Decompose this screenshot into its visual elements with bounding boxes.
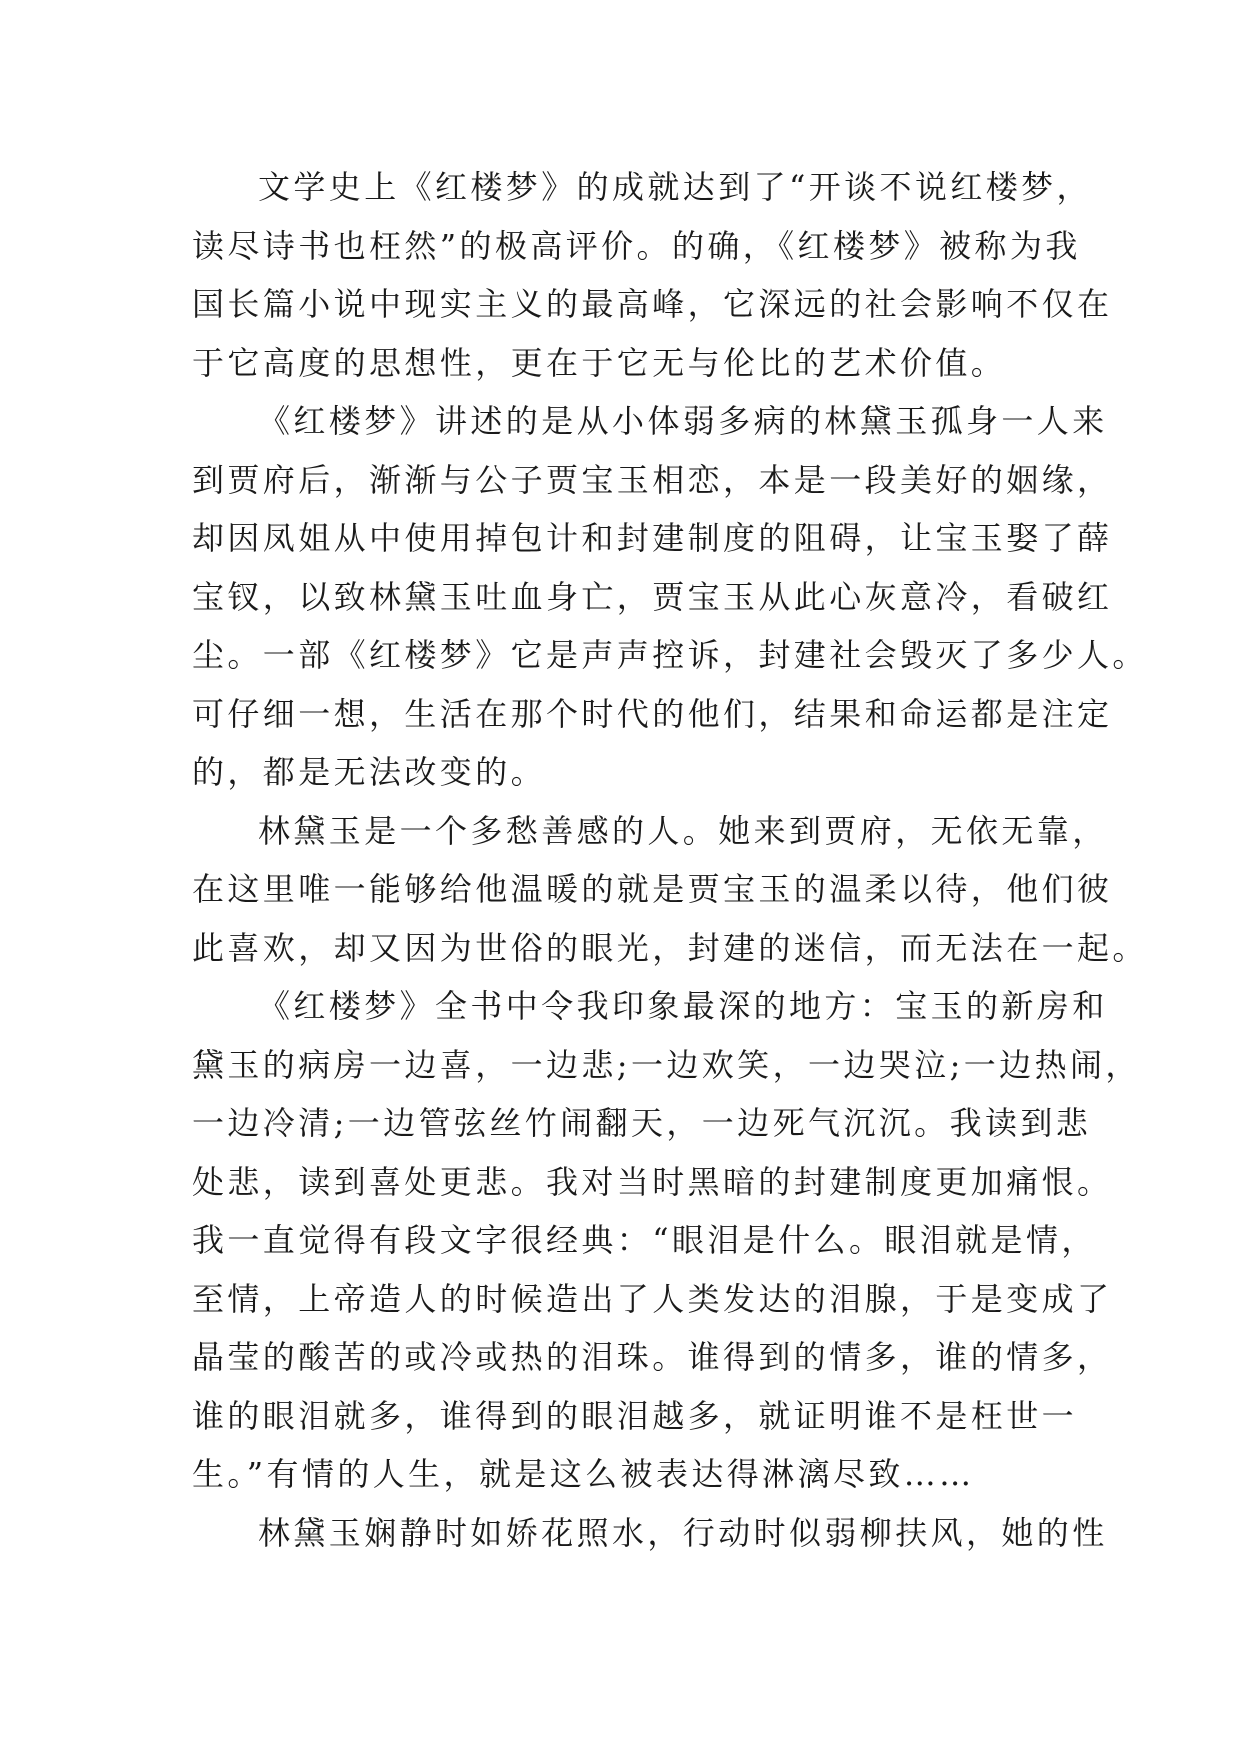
text-line: 《红楼梦》讲述的是从小体弱多病的林黛玉孤身一人来 [258, 402, 1108, 440]
text-line: 国长篇小说中现实主义的最高峰，它深远的社会影响不仅在 [192, 285, 1113, 323]
text-line: 尘。一部《红楼梦》它是声声控诉，封建社会毁灭了多少人。 [192, 636, 1148, 674]
text-line: 处悲，读到喜处更悲。我对当时黑暗的封建制度更加痛恨。 [192, 1162, 1113, 1201]
paragraph [192, 1504, 1108, 1563]
text-line: 晶莹的酸苦的或冷或热的泪珠。谁得到的情多，谁的情多， [192, 1338, 1113, 1376]
text-line: 我一直觉得有段文字很经典：“眼泪是什么。眼泪就是情， [192, 1221, 1097, 1259]
text-line: 于它高度的思想性，更在于它无与伦比的艺术价值。 [192, 343, 1007, 382]
text-line: 在这里唯一能够给他温暖的就是贾宝玉的温柔以待，他们彼 [192, 870, 1113, 908]
text-line: 却因凤姐从中使用掉包计和封建制度的阻碍，让宝玉娶了薛 [192, 519, 1113, 557]
paragraph [192, 158, 1113, 392]
text-line: 林黛玉娴静时如娇花照水，行动时似弱柳扶风，她的性 [258, 1513, 1108, 1552]
text-line: 读尽诗书也枉然”的极高评价。的确，《红楼梦》被称为我 [192, 226, 1081, 265]
text-line: 可仔细一想，生活在那个时代的他们，结果和命运都是注定 [192, 694, 1113, 733]
text-line: 到贾府后，渐渐与公子贾宝玉相恋，本是一段美好的姻缘， [192, 460, 1113, 499]
text-line: 一边冷清;一边管弦丝竹闹翻天，一边死气沉沉。我读到悲 [192, 1104, 1092, 1142]
text-line: 至情，上帝造人的时候造出了人类发达的泪腺，于是变成了 [192, 1279, 1113, 1318]
paragraph [192, 802, 1148, 978]
text-line: 的，都是无法改变的。 [192, 753, 547, 791]
text-line: 宝钗，以致林黛玉吐血身亡，贾宝玉从此心灰意冷，看破红 [192, 577, 1113, 616]
text-line: 谁的眼泪就多，谁得到的眼泪越多，就证明谁不是枉世一 [192, 1396, 1078, 1435]
text-line: 黛玉的病房一边喜，一边悲;一边欢笑，一边哭泣;一边热闹， [192, 1045, 1141, 1084]
text-line: 《红楼梦》全书中令我印象最深的地方：宝玉的新房和 [258, 987, 1108, 1025]
text-line: 林黛玉是一个多愁善感的人。她来到贾府，无依无靠， [258, 811, 1108, 850]
text-line: 文学史上《红楼梦》的成就达到了“开谈不说红楼梦， [258, 168, 1092, 206]
text-line: 生。”有情的人生，就是这么被表达得淋漓尽致…… [192, 1455, 975, 1493]
document-body [192, 158, 1148, 1562]
text-line: 此喜欢，却又因为世俗的眼光，封建的迷信，而无法在一起。 [192, 928, 1148, 967]
paragraph [192, 977, 1141, 1504]
paragraph [192, 392, 1148, 802]
